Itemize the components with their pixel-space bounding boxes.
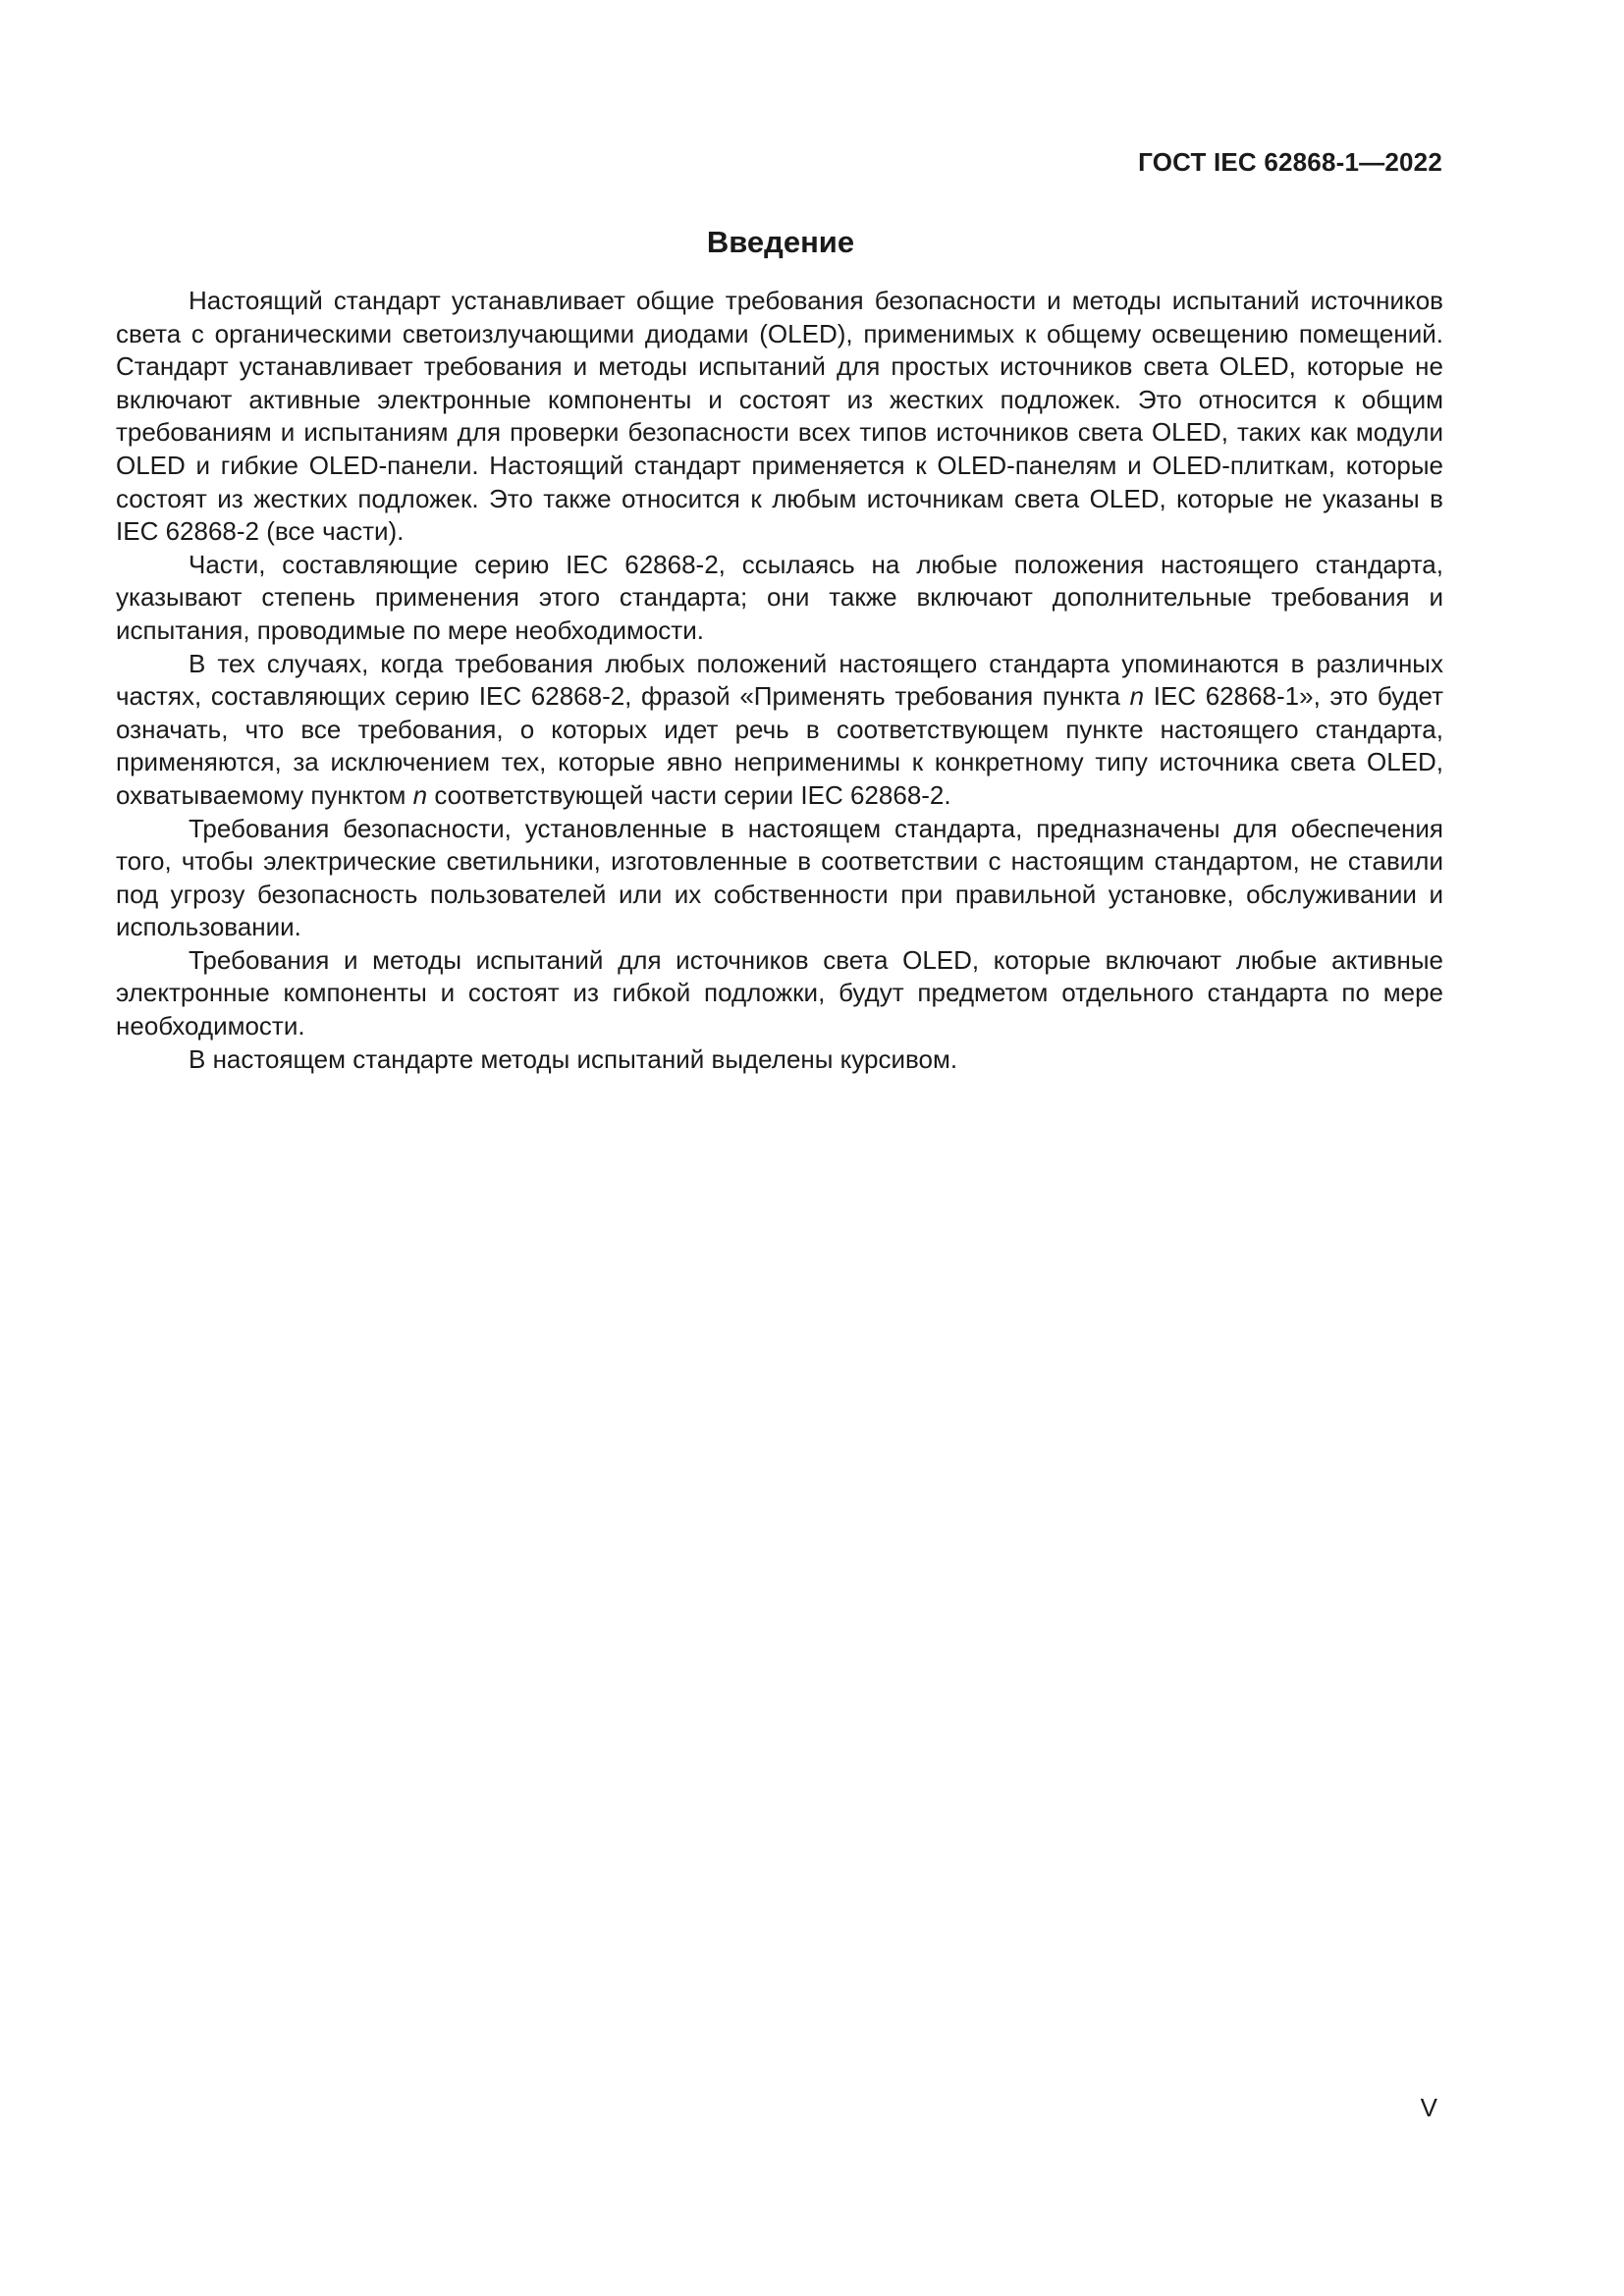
paragraph-3-part-1: В тех случаях, когда требования любых положений настоящего стандарта упоминаются в различных частях, составляющих серию IEC 62868-2, фразой «Применять требования пункта — [116, 648, 1443, 712]
paragraph-6: В настоящем стандарте методы испытаний выделены курсивом. — [189, 1043, 958, 1074]
paragraph-3-part-3: соответствующей части серии IEC 62868-2. — [427, 779, 951, 810]
paragraph-3-part-2: IEC 62868-1», это будет означать, что все требования, о которых идет речь в соответствующем пункте настоящего стандарта, применяются, за исключением тех, которые явно неприменимы к конкретному типу источника света OLED, охватываемому пунктом — [116, 681, 1443, 810]
paragraph-5: Требования и методы испытаний для источников света OLED, которые включают любые активные электронные компоненты и состоят из гибкой подложки, будут предметом отдельного стандарта по мере необходимости. — [116, 944, 1443, 1041]
document-header-id: ГОСТ IEC 62868-1—2022 — [1138, 147, 1442, 177]
paragraph-2: Части, составляющие серию IEC 62868-2, ссылаясь на любые положения настоящего стандарта, указывают степень применения этого стандарта; они также включают дополнительные требования и испытания, проводимые по мере необходимости. — [116, 549, 1443, 645]
paragraph-4: Требования безопасности, установленные в настоящем стандарта, предназначены для обеспечения того, чтобы электрические светильники, изготовленные в соответствии с настоящим стандартом, не ставили под угрозу безопасность пользователей или их собственности при правильной установке, обслуживании и использовании. — [116, 813, 1443, 942]
clause-variable-n: n — [412, 779, 428, 810]
clause-variable-n: n — [1129, 681, 1145, 712]
paragraph-3 — [116, 648, 1443, 813]
page-number: V — [1420, 2093, 1437, 2122]
section-title: Введение — [706, 225, 855, 259]
body-text — [116, 285, 1443, 1076]
paragraph-1: Настоящий стандарт устанавливает общие требования безопасности и методы испытаний источников света с органическими светоизлучающими диодами (OLED), применимых к общему освещению помещений. Стандарт устанавливает требования и методы испытаний для простых источников света OLED, которые не включают активные электронные компоненты и состоят из жестких подложек. Это относится к общим требованиям и испытаниям для проверки безопасности всех типов источников света OLED, таких как модули OLED и гибкие OLED-панели. Настоящий стандарт применяется к OLED-панелям и OLED-плиткам, которые состоят из жестких подложек. Это также относится к любым источникам света OLED, которые не указаны в IEC 62868-2 (все части). — [116, 286, 1443, 547]
